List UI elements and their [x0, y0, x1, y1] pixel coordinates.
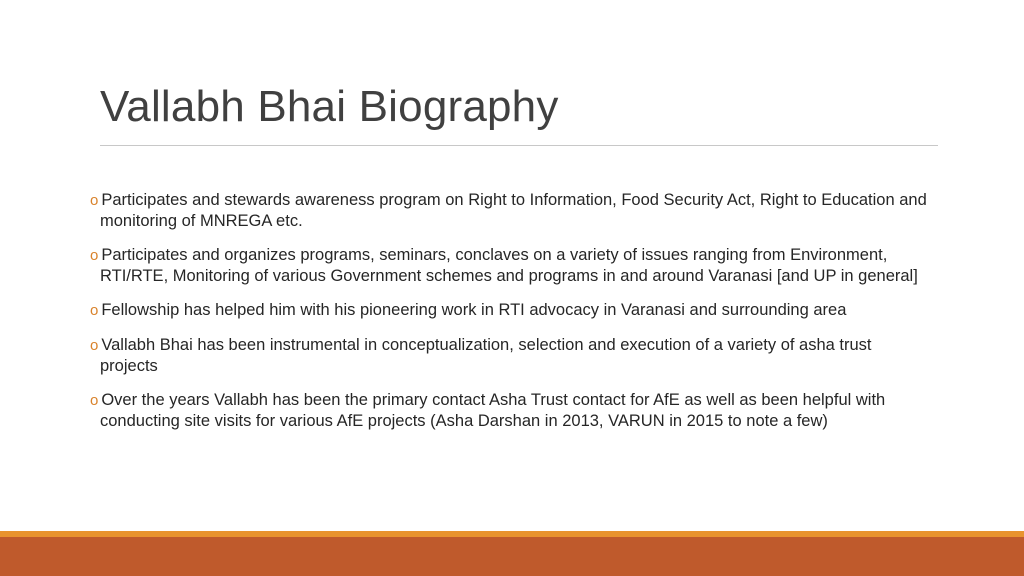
bullet-text: Fellowship has helped him with his pioneering work in RTI advocacy in Varanasi and surrounding area — [101, 301, 847, 319]
title-underline — [100, 145, 938, 146]
footer-accent-bar — [0, 537, 1024, 576]
bullet-item — [90, 335, 930, 376]
bullet-item — [90, 300, 930, 321]
bullet-marker: o — [90, 192, 99, 209]
bullet-marker: o — [90, 302, 99, 319]
slide-title: Vallabh Bhai Biography — [100, 82, 559, 131]
bullet-marker: o — [90, 337, 99, 354]
bullet-text: Over the years Vallabh has been the primary contact Asha Trust contact for AfE as well as been helpful with conducting site visits for various AfE projects (Asha Darshan in 2013, VARUN in 2015 to note a few) — [100, 391, 886, 430]
bullet-list — [90, 190, 930, 445]
bullet-text: Participates and organizes programs, seminars, conclaves on a variety of issues ranging from Environment, RTI/RTE, Monitoring of various Government schemes and programs in and around Varanasi [and UP in general] — [100, 246, 918, 285]
bullet-item — [90, 390, 930, 431]
bullet-marker: o — [90, 247, 99, 264]
bullet-item — [90, 245, 930, 286]
bullet-text: Vallabh Bhai has been instrumental in conceptualization, selection and execution of a variety of asha trust projects — [100, 336, 872, 375]
bullet-marker: o — [90, 392, 99, 409]
bullet-text: Participates and stewards awareness program on Right to Information, Food Security Act, Right to Education and monitoring of MNREGA etc. — [100, 191, 927, 230]
bullet-item — [90, 190, 930, 231]
